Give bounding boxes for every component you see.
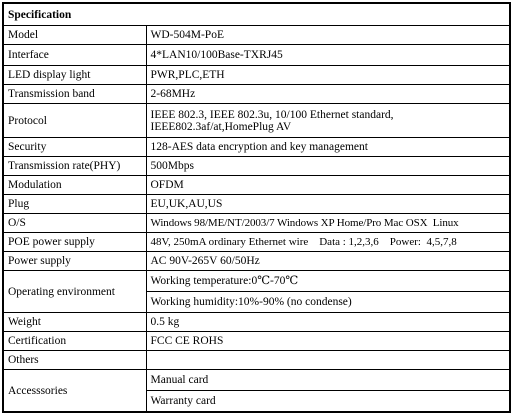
row-value-led: PWR,PLC,ETH xyxy=(146,66,510,85)
row-label-poe: POE power supply xyxy=(3,233,146,252)
table-row xyxy=(3,26,510,45)
table-row xyxy=(3,85,510,104)
protocol-line-1: IEEE 802.3, IEEE 802.3u, 10/100 Ethernet standard, xyxy=(150,108,394,121)
row-label-security: Security xyxy=(3,138,146,157)
row-value-plug: EU,UK,AU,US xyxy=(146,195,510,214)
row-label-protocol: Protocol xyxy=(3,104,146,138)
row-label-plug: Plug xyxy=(3,195,146,214)
table-row xyxy=(3,176,510,195)
row-value-protocol xyxy=(146,104,510,138)
row-label-env: Operating environment xyxy=(3,271,146,313)
row-value-security: 128-AES data encryption and key management xyxy=(146,138,510,157)
table-row xyxy=(3,104,510,138)
table-row xyxy=(3,66,510,85)
table-row xyxy=(3,271,510,292)
row-value-cert: FCC CE ROHS xyxy=(146,332,510,351)
row-label-modulation: Modulation xyxy=(3,176,146,195)
row-value-band: 2-68MHz xyxy=(146,85,510,104)
table-row xyxy=(3,138,510,157)
row-value-rate: 500Mbps xyxy=(146,157,510,176)
protocol-line-2: IEEE802.3af/at,HomePlug AV xyxy=(150,120,292,133)
row-value-weight: 0.5 kg xyxy=(146,313,510,332)
row-value-accessory-2: Warranty card xyxy=(146,391,510,413)
row-value-os: Windows 98/ME/NT/2003/7 Windows XP Home/Pro Mac OSX Linux xyxy=(146,214,510,233)
row-value-model: WD-504M-PoE xyxy=(146,26,510,45)
row-value-others xyxy=(146,351,510,370)
table-title: Specification xyxy=(3,3,510,26)
row-value-env-humidity: Working humidity:10%-90% (no condense) xyxy=(146,292,510,313)
row-value-interface: 4*LAN10/100Base-TXRJ45 xyxy=(146,45,510,66)
row-value-env-temp: Working temperature:0℃-70℃ xyxy=(146,271,510,292)
row-label-band: Transmission band xyxy=(3,85,146,104)
row-label-accessories: Accesssories xyxy=(3,370,146,413)
row-value-accessory-1: Manual card xyxy=(146,370,510,391)
table-row xyxy=(3,45,510,66)
row-label-os: O/S xyxy=(3,214,146,233)
row-label-rate: Transmission rate(PHY) xyxy=(3,157,146,176)
table-row xyxy=(3,157,510,176)
row-label-power: Power supply xyxy=(3,252,146,271)
table-row xyxy=(3,332,510,351)
row-label-model: Model xyxy=(3,26,146,45)
row-label-weight: Weight xyxy=(3,313,146,332)
table-row xyxy=(3,252,510,271)
table-row xyxy=(3,233,510,252)
row-label-cert: Certification xyxy=(3,332,146,351)
table-row xyxy=(3,313,510,332)
row-label-interface: Interface xyxy=(3,45,146,66)
row-value-power: AC 90V-265V 60/50Hz xyxy=(146,252,510,271)
table-row xyxy=(3,214,510,233)
table-row xyxy=(3,351,510,370)
table-header-row xyxy=(3,3,510,26)
table-row xyxy=(3,195,510,214)
row-label-others: Others xyxy=(3,351,146,370)
row-value-poe: 48V, 250mA ordinary Ethernet wire Data : 1,2,3,6 Power: 4,5,7,8 xyxy=(146,233,510,252)
row-label-led: LED display light xyxy=(3,66,146,85)
row-value-modulation: OFDM xyxy=(146,176,510,195)
table-row xyxy=(3,370,510,391)
specification-table xyxy=(2,2,511,413)
